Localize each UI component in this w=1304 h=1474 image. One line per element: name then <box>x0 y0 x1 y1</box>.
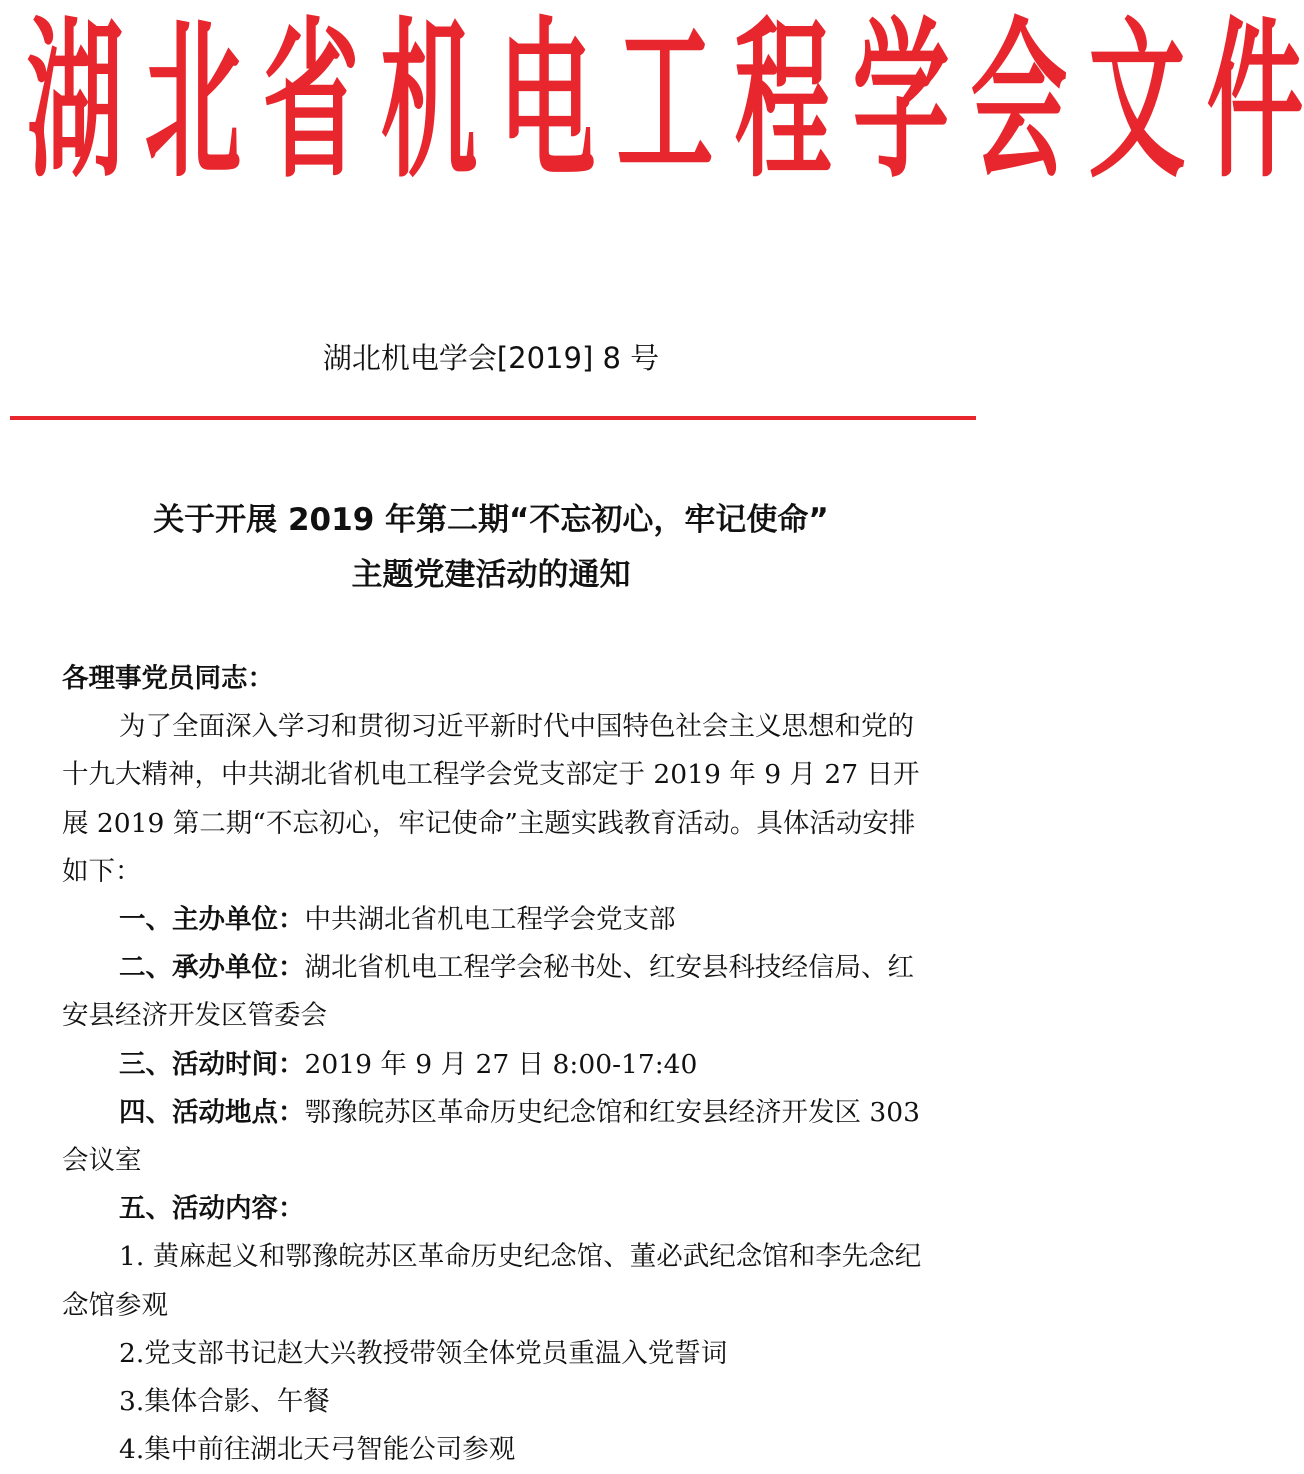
document-number: 湖北机电学会[2019] 8 号 <box>322 341 660 375</box>
section-content <box>62 1185 924 1233</box>
content-item: 4.集中前往湖北天弓智能公司参观 <box>119 1434 516 1466</box>
letterhead-char: 会 <box>970 0 1068 202</box>
section-text: 中共湖北省机电工程学会党支部 <box>304 904 676 936</box>
content-item: 1. 黄麻起义和鄂豫皖苏区革命历史纪念馆、董必武纪念馆和李先念纪念馆参观 <box>62 1241 922 1321</box>
section-text: 2019 年 9 月 27 日 8:00-17:40 <box>304 1048 698 1080</box>
section-label: 四、活动地点： <box>119 1096 305 1128</box>
notice-title-line-1: 关于开展 2019 年第二期“不忘初心，牢记使命” <box>153 502 829 538</box>
section-label: 一、主办单位： <box>119 904 305 936</box>
section-co-organizer <box>62 944 924 1040</box>
intro-paragraph: 为了全面深入学习和贯彻习近平新时代中国特色社会主义思想和党的十九大精神，中共湖北省机电工程学会党支部定于 2019 年 9 月 27 日开展 2019 第二期“不忘初心，牢记使命”主题实践教育活动。具体活动安排如下： <box>62 711 920 887</box>
section-label: 二、承办单位： <box>119 952 305 984</box>
red-divider-line <box>10 416 976 420</box>
letterhead-char: 机 <box>380 0 478 202</box>
letterhead-char: 电 <box>498 0 596 202</box>
salutation: 各理事党员同志： <box>62 663 274 694</box>
section-label: 三、活动时间： <box>119 1048 305 1080</box>
letterhead-char: 湖 <box>26 0 124 202</box>
letterhead-char: 文 <box>1088 0 1186 202</box>
letterhead-char: 学 <box>852 0 950 202</box>
section-organizer <box>62 896 924 944</box>
letterhead-char: 程 <box>734 0 832 202</box>
letterhead-char: 省 <box>262 0 360 202</box>
section-text: 湖北省机电工程学会秘书处、红安县科技经信局、红安县经济开发区管委会 <box>62 952 914 1032</box>
letterhead-char: 件 <box>1206 0 1304 202</box>
letterhead-char: 北 <box>144 0 242 202</box>
content-item: 2.党支部书记赵大兴教授带领全体党员重温入党誓词 <box>119 1337 728 1369</box>
content-item: 3.集体合影、午餐 <box>119 1386 330 1418</box>
section-location <box>62 1089 924 1185</box>
notice-body <box>62 655 924 1474</box>
notice-title-line-2: 主题党建活动的通知 <box>351 557 631 593</box>
letterhead-char: 工 <box>616 0 714 202</box>
letterhead-title <box>16 0 1304 202</box>
section-label: 五、活动内容： <box>119 1193 305 1225</box>
section-text: 鄂豫皖苏区革命历史纪念馆和红安县经济开发区 303 会议室 <box>62 1096 921 1177</box>
section-time <box>62 1041 924 1089</box>
